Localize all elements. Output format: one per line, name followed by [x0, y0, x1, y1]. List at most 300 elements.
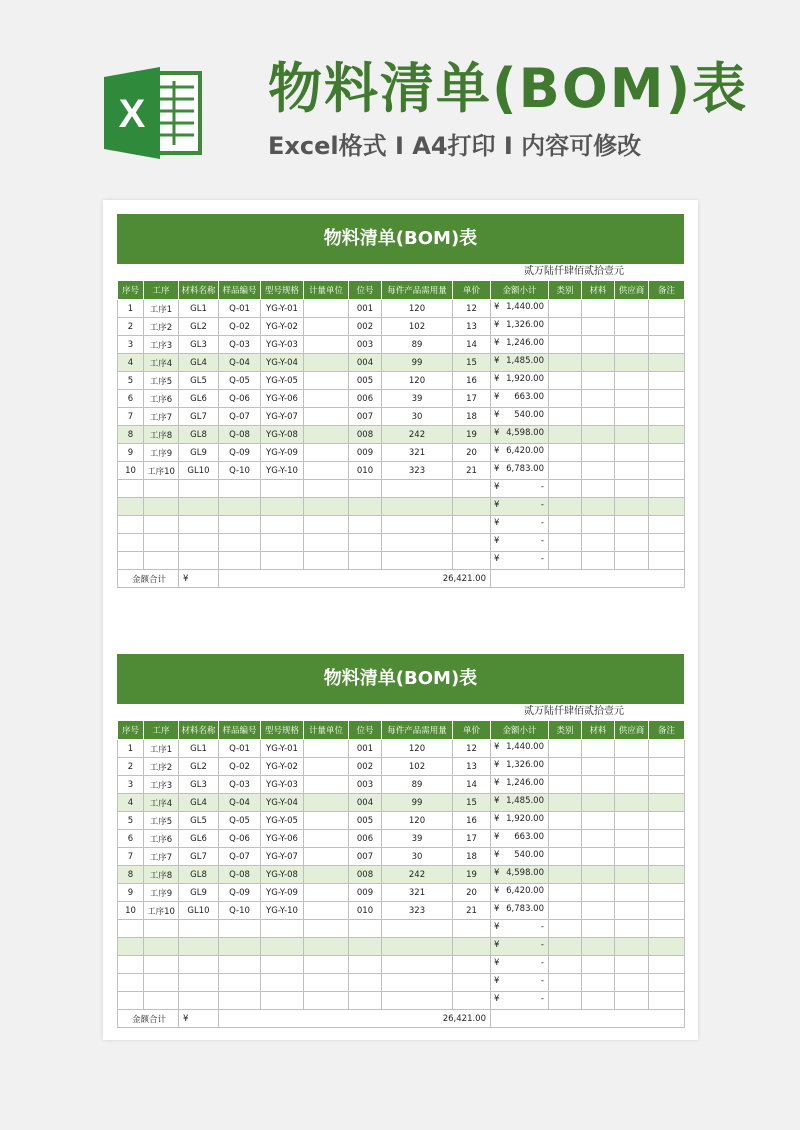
- cell-index-col[interactable]: 4: [118, 354, 144, 372]
- cell-category-col[interactable]: [549, 372, 582, 390]
- cell-sample-no-col[interactable]: [219, 516, 261, 534]
- cell-unit-col[interactable]: [304, 974, 349, 992]
- cell-position-col[interactable]: [349, 552, 382, 570]
- cell-index-col[interactable]: 6: [118, 390, 144, 408]
- cell-remark-col[interactable]: [649, 740, 685, 758]
- cell-material-col[interactable]: [582, 390, 615, 408]
- cell-process-col[interactable]: 工序7: [144, 848, 179, 866]
- cell-sample-no-col[interactable]: Q-01: [219, 740, 261, 758]
- cell-position-col[interactable]: [349, 956, 382, 974]
- cell-price-col[interactable]: [453, 552, 491, 570]
- cell-sample-no-col[interactable]: [219, 956, 261, 974]
- cell-material-name-col[interactable]: GL4: [179, 794, 219, 812]
- cell-category-col[interactable]: [549, 516, 582, 534]
- cell-supplier-col[interactable]: [615, 884, 649, 902]
- cell-amount-col[interactable]: [491, 408, 549, 426]
- cell-model-col[interactable]: YG-Y-04: [261, 794, 304, 812]
- cell-model-col[interactable]: YG-Y-01: [261, 300, 304, 318]
- cell-position-col[interactable]: 010: [349, 902, 382, 920]
- cell-material-col[interactable]: [582, 974, 615, 992]
- cell-material-col[interactable]: [582, 848, 615, 866]
- cell-category-col[interactable]: [549, 884, 582, 902]
- cell-qty-col[interactable]: 99: [382, 354, 453, 372]
- cell-supplier-col[interactable]: [615, 938, 649, 956]
- cell-position-col[interactable]: [349, 534, 382, 552]
- cell-remark-col[interactable]: [649, 758, 685, 776]
- cell-qty-col[interactable]: [382, 534, 453, 552]
- cell-amount-col[interactable]: [491, 956, 549, 974]
- cell-position-col[interactable]: [349, 992, 382, 1010]
- cell-index-col[interactable]: [118, 938, 144, 956]
- cell-qty-col[interactable]: 120: [382, 740, 453, 758]
- cell-model-col[interactable]: [261, 920, 304, 938]
- cell-sample-no-col[interactable]: Q-08: [219, 426, 261, 444]
- cell-qty-col[interactable]: 242: [382, 866, 453, 884]
- cell-supplier-col[interactable]: [615, 408, 649, 426]
- cell-index-col[interactable]: [118, 480, 144, 498]
- cell-supplier-col[interactable]: [615, 758, 649, 776]
- cell-material-name-col[interactable]: GL8: [179, 426, 219, 444]
- cell-material-col[interactable]: [582, 498, 615, 516]
- cell-supplier-col[interactable]: [615, 444, 649, 462]
- cell-process-col[interactable]: 工序5: [144, 812, 179, 830]
- cell-index-col[interactable]: [118, 552, 144, 570]
- cell-sample-no-col[interactable]: Q-07: [219, 408, 261, 426]
- cell-category-col[interactable]: [549, 498, 582, 516]
- cell-index-col[interactable]: 2: [118, 318, 144, 336]
- cell-supplier-col[interactable]: [615, 534, 649, 552]
- cell-remark-col[interactable]: [649, 408, 685, 426]
- cell-remark-col[interactable]: [649, 830, 685, 848]
- cell-index-col[interactable]: 1: [118, 740, 144, 758]
- cell-position-col[interactable]: [349, 480, 382, 498]
- cell-material-col[interactable]: [582, 884, 615, 902]
- cell-sample-no-col[interactable]: [219, 920, 261, 938]
- cell-qty-col[interactable]: 89: [382, 336, 453, 354]
- cell-price-col[interactable]: 21: [453, 902, 491, 920]
- cell-sample-no-col[interactable]: [219, 974, 261, 992]
- cell-unit-col[interactable]: [304, 920, 349, 938]
- cell-amount-col[interactable]: [491, 498, 549, 516]
- cell-material-col[interactable]: [582, 992, 615, 1010]
- cell-material-name-col[interactable]: GL8: [179, 866, 219, 884]
- cell-qty-col[interactable]: 120: [382, 372, 453, 390]
- cell-sample-no-col[interactable]: Q-03: [219, 336, 261, 354]
- cell-amount-col[interactable]: [491, 830, 549, 848]
- cell-sample-no-col[interactable]: Q-06: [219, 830, 261, 848]
- cell-unit-col[interactable]: [304, 552, 349, 570]
- cell-material-name-col[interactable]: [179, 498, 219, 516]
- cell-process-col[interactable]: 工序3: [144, 336, 179, 354]
- cell-price-col[interactable]: [453, 974, 491, 992]
- cell-index-col[interactable]: 9: [118, 884, 144, 902]
- cell-material-col[interactable]: [582, 938, 615, 956]
- cell-index-col[interactable]: 9: [118, 444, 144, 462]
- cell-sample-no-col[interactable]: [219, 534, 261, 552]
- cell-qty-col[interactable]: 120: [382, 300, 453, 318]
- cell-remark-col[interactable]: [649, 426, 685, 444]
- cell-model-col[interactable]: [261, 534, 304, 552]
- cell-material-col[interactable]: [582, 866, 615, 884]
- cell-category-col[interactable]: [549, 974, 582, 992]
- cell-unit-col[interactable]: [304, 902, 349, 920]
- cell-category-col[interactable]: [549, 354, 582, 372]
- cell-material-name-col[interactable]: [179, 552, 219, 570]
- cell-amount-col[interactable]: [491, 938, 549, 956]
- cell-index-col[interactable]: 3: [118, 776, 144, 794]
- cell-material-col[interactable]: [582, 480, 615, 498]
- cell-qty-col[interactable]: [382, 480, 453, 498]
- cell-index-col[interactable]: [118, 534, 144, 552]
- cell-model-col[interactable]: YG-Y-02: [261, 318, 304, 336]
- cell-amount-col[interactable]: [491, 372, 549, 390]
- cell-position-col[interactable]: 006: [349, 830, 382, 848]
- cell-model-col[interactable]: YG-Y-06: [261, 390, 304, 408]
- cell-qty-col[interactable]: 39: [382, 830, 453, 848]
- cell-model-col[interactable]: [261, 552, 304, 570]
- cell-price-col[interactable]: 17: [453, 830, 491, 848]
- cell-model-col[interactable]: [261, 992, 304, 1010]
- cell-process-col[interactable]: [144, 498, 179, 516]
- cell-supplier-col[interactable]: [615, 498, 649, 516]
- cell-unit-col[interactable]: [304, 758, 349, 776]
- cell-process-col[interactable]: [144, 974, 179, 992]
- cell-remark-col[interactable]: [649, 552, 685, 570]
- cell-material-col[interactable]: [582, 318, 615, 336]
- cell-supplier-col[interactable]: [615, 462, 649, 480]
- cell-qty-col[interactable]: 321: [382, 444, 453, 462]
- cell-unit-col[interactable]: [304, 444, 349, 462]
- cell-remark-col[interactable]: [649, 372, 685, 390]
- cell-material-col[interactable]: [582, 812, 615, 830]
- cell-supplier-col[interactable]: [615, 372, 649, 390]
- cell-supplier-col[interactable]: [615, 956, 649, 974]
- cell-price-col[interactable]: 19: [453, 426, 491, 444]
- cell-category-col[interactable]: [549, 444, 582, 462]
- cell-unit-col[interactable]: [304, 956, 349, 974]
- cell-process-col[interactable]: 工序1: [144, 300, 179, 318]
- cell-remark-col[interactable]: [649, 462, 685, 480]
- cell-model-col[interactable]: YG-Y-09: [261, 444, 304, 462]
- cell-unit-col[interactable]: [304, 776, 349, 794]
- cell-sample-no-col[interactable]: Q-09: [219, 884, 261, 902]
- cell-sample-no-col[interactable]: Q-05: [219, 812, 261, 830]
- cell-sample-no-col[interactable]: Q-01: [219, 300, 261, 318]
- cell-qty-col[interactable]: 39: [382, 390, 453, 408]
- cell-material-name-col[interactable]: [179, 480, 219, 498]
- cell-supplier-col[interactable]: [615, 830, 649, 848]
- cell-model-col[interactable]: YG-Y-10: [261, 902, 304, 920]
- cell-unit-col[interactable]: [304, 516, 349, 534]
- cell-remark-col[interactable]: [649, 866, 685, 884]
- cell-amount-col[interactable]: [491, 740, 549, 758]
- cell-process-col[interactable]: 工序1: [144, 740, 179, 758]
- cell-model-col[interactable]: YG-Y-09: [261, 884, 304, 902]
- cell-model-col[interactable]: YG-Y-07: [261, 848, 304, 866]
- cell-remark-col[interactable]: [649, 902, 685, 920]
- cell-remark-col[interactable]: [649, 848, 685, 866]
- cell-model-col[interactable]: [261, 480, 304, 498]
- cell-amount-col[interactable]: [491, 534, 549, 552]
- cell-sample-no-col[interactable]: Q-04: [219, 794, 261, 812]
- cell-qty-col[interactable]: 321: [382, 884, 453, 902]
- cell-price-col[interactable]: [453, 516, 491, 534]
- cell-supplier-col[interactable]: [615, 992, 649, 1010]
- cell-model-col[interactable]: YG-Y-10: [261, 462, 304, 480]
- cell-unit-col[interactable]: [304, 426, 349, 444]
- cell-material-name-col[interactable]: GL7: [179, 408, 219, 426]
- cell-supplier-col[interactable]: [615, 740, 649, 758]
- cell-qty-col[interactable]: [382, 516, 453, 534]
- cell-unit-col[interactable]: [304, 812, 349, 830]
- cell-material-col[interactable]: [582, 300, 615, 318]
- cell-category-col[interactable]: [549, 318, 582, 336]
- cell-material-name-col[interactable]: [179, 920, 219, 938]
- cell-index-col[interactable]: 8: [118, 426, 144, 444]
- cell-price-col[interactable]: 15: [453, 794, 491, 812]
- cell-supplier-col[interactable]: [615, 390, 649, 408]
- cell-price-col[interactable]: 18: [453, 408, 491, 426]
- cell-material-name-col[interactable]: GL10: [179, 902, 219, 920]
- cell-remark-col[interactable]: [649, 776, 685, 794]
- cell-category-col[interactable]: [549, 866, 582, 884]
- cell-price-col[interactable]: 20: [453, 884, 491, 902]
- cell-sample-no-col[interactable]: [219, 480, 261, 498]
- cell-process-col[interactable]: [144, 920, 179, 938]
- cell-position-col[interactable]: 008: [349, 866, 382, 884]
- cell-material-col[interactable]: [582, 830, 615, 848]
- cell-process-col[interactable]: 工序4: [144, 794, 179, 812]
- cell-qty-col[interactable]: 242: [382, 426, 453, 444]
- cell-unit-col[interactable]: [304, 336, 349, 354]
- cell-category-col[interactable]: [549, 812, 582, 830]
- cell-price-col[interactable]: 16: [453, 812, 491, 830]
- cell-amount-col[interactable]: [491, 462, 549, 480]
- cell-amount-col[interactable]: [491, 354, 549, 372]
- cell-price-col[interactable]: 19: [453, 866, 491, 884]
- cell-remark-col[interactable]: [649, 794, 685, 812]
- cell-index-col[interactable]: [118, 920, 144, 938]
- cell-sample-no-col[interactable]: Q-04: [219, 354, 261, 372]
- cell-index-col[interactable]: 3: [118, 336, 144, 354]
- cell-model-col[interactable]: YG-Y-05: [261, 812, 304, 830]
- cell-category-col[interactable]: [549, 776, 582, 794]
- cell-amount-col[interactable]: [491, 776, 549, 794]
- cell-model-col[interactable]: YG-Y-05: [261, 372, 304, 390]
- cell-price-col[interactable]: [453, 938, 491, 956]
- cell-category-col[interactable]: [549, 920, 582, 938]
- cell-material-col[interactable]: [582, 426, 615, 444]
- cell-index-col[interactable]: 7: [118, 408, 144, 426]
- cell-category-col[interactable]: [549, 408, 582, 426]
- cell-position-col[interactable]: 009: [349, 884, 382, 902]
- cell-qty-col[interactable]: [382, 992, 453, 1010]
- cell-sample-no-col[interactable]: Q-02: [219, 758, 261, 776]
- cell-amount-col[interactable]: [491, 920, 549, 938]
- cell-price-col[interactable]: 21: [453, 462, 491, 480]
- cell-position-col[interactable]: 004: [349, 354, 382, 372]
- cell-process-col[interactable]: 工序4: [144, 354, 179, 372]
- cell-model-col[interactable]: YG-Y-03: [261, 336, 304, 354]
- cell-process-col[interactable]: [144, 534, 179, 552]
- cell-model-col[interactable]: [261, 974, 304, 992]
- cell-process-col[interactable]: 工序6: [144, 390, 179, 408]
- cell-position-col[interactable]: 007: [349, 408, 382, 426]
- cell-remark-col[interactable]: [649, 318, 685, 336]
- cell-model-col[interactable]: [261, 956, 304, 974]
- cell-supplier-col[interactable]: [615, 866, 649, 884]
- cell-category-col[interactable]: [549, 956, 582, 974]
- cell-position-col[interactable]: 006: [349, 390, 382, 408]
- cell-category-col[interactable]: [549, 300, 582, 318]
- cell-process-col[interactable]: 工序2: [144, 318, 179, 336]
- cell-sample-no-col[interactable]: Q-03: [219, 776, 261, 794]
- cell-unit-col[interactable]: [304, 534, 349, 552]
- cell-price-col[interactable]: 13: [453, 758, 491, 776]
- cell-price-col[interactable]: 20: [453, 444, 491, 462]
- cell-model-col[interactable]: YG-Y-07: [261, 408, 304, 426]
- cell-process-col[interactable]: 工序5: [144, 372, 179, 390]
- cell-remark-col[interactable]: [649, 938, 685, 956]
- cell-sample-no-col[interactable]: Q-08: [219, 866, 261, 884]
- cell-position-col[interactable]: 003: [349, 336, 382, 354]
- cell-unit-col[interactable]: [304, 866, 349, 884]
- cell-material-col[interactable]: [582, 956, 615, 974]
- cell-unit-col[interactable]: [304, 740, 349, 758]
- cell-qty-col[interactable]: 323: [382, 462, 453, 480]
- cell-category-col[interactable]: [549, 390, 582, 408]
- cell-unit-col[interactable]: [304, 354, 349, 372]
- cell-material-name-col[interactable]: [179, 956, 219, 974]
- cell-amount-col[interactable]: [491, 336, 549, 354]
- cell-index-col[interactable]: 1: [118, 300, 144, 318]
- cell-amount-col[interactable]: [491, 480, 549, 498]
- cell-material-name-col[interactable]: GL2: [179, 318, 219, 336]
- cell-index-col[interactable]: [118, 498, 144, 516]
- cell-supplier-col[interactable]: [615, 552, 649, 570]
- cell-material-name-col[interactable]: [179, 534, 219, 552]
- cell-supplier-col[interactable]: [615, 776, 649, 794]
- cell-process-col[interactable]: 工序9: [144, 444, 179, 462]
- cell-price-col[interactable]: 14: [453, 336, 491, 354]
- cell-process-col[interactable]: [144, 516, 179, 534]
- cell-category-col[interactable]: [549, 992, 582, 1010]
- cell-amount-col[interactable]: [491, 552, 549, 570]
- cell-remark-col[interactable]: [649, 534, 685, 552]
- cell-remark-col[interactable]: [649, 884, 685, 902]
- cell-qty-col[interactable]: 323: [382, 902, 453, 920]
- cell-price-col[interactable]: [453, 534, 491, 552]
- cell-process-col[interactable]: [144, 480, 179, 498]
- cell-supplier-col[interactable]: [615, 318, 649, 336]
- cell-material-name-col[interactable]: GL5: [179, 372, 219, 390]
- cell-remark-col[interactable]: [649, 956, 685, 974]
- cell-position-col[interactable]: [349, 920, 382, 938]
- cell-qty-col[interactable]: [382, 938, 453, 956]
- cell-material-name-col[interactable]: [179, 992, 219, 1010]
- cell-position-col[interactable]: [349, 498, 382, 516]
- cell-unit-col[interactable]: [304, 300, 349, 318]
- cell-category-col[interactable]: [549, 938, 582, 956]
- cell-sample-no-col[interactable]: Q-06: [219, 390, 261, 408]
- cell-process-col[interactable]: [144, 552, 179, 570]
- cell-material-name-col[interactable]: GL3: [179, 776, 219, 794]
- cell-price-col[interactable]: [453, 992, 491, 1010]
- cell-amount-col[interactable]: [491, 812, 549, 830]
- cell-supplier-col[interactable]: [615, 902, 649, 920]
- cell-supplier-col[interactable]: [615, 848, 649, 866]
- cell-price-col[interactable]: [453, 480, 491, 498]
- cell-sample-no-col[interactable]: Q-05: [219, 372, 261, 390]
- cell-position-col[interactable]: 009: [349, 444, 382, 462]
- cell-supplier-col[interactable]: [615, 480, 649, 498]
- cell-amount-col[interactable]: [491, 902, 549, 920]
- cell-unit-col[interactable]: [304, 992, 349, 1010]
- cell-price-col[interactable]: 15: [453, 354, 491, 372]
- cell-sample-no-col[interactable]: [219, 938, 261, 956]
- cell-qty-col[interactable]: 102: [382, 318, 453, 336]
- cell-price-col[interactable]: [453, 920, 491, 938]
- cell-sample-no-col[interactable]: [219, 498, 261, 516]
- cell-process-col[interactable]: [144, 956, 179, 974]
- cell-remark-col[interactable]: [649, 354, 685, 372]
- cell-unit-col[interactable]: [304, 462, 349, 480]
- cell-supplier-col[interactable]: [615, 812, 649, 830]
- cell-material-col[interactable]: [582, 776, 615, 794]
- cell-position-col[interactable]: [349, 516, 382, 534]
- cell-unit-col[interactable]: [304, 794, 349, 812]
- cell-unit-col[interactable]: [304, 318, 349, 336]
- cell-category-col[interactable]: [549, 426, 582, 444]
- cell-category-col[interactable]: [549, 758, 582, 776]
- cell-material-col[interactable]: [582, 462, 615, 480]
- cell-position-col[interactable]: 001: [349, 300, 382, 318]
- cell-unit-col[interactable]: [304, 848, 349, 866]
- cell-amount-col[interactable]: [491, 758, 549, 776]
- cell-price-col[interactable]: 14: [453, 776, 491, 794]
- cell-index-col[interactable]: 8: [118, 866, 144, 884]
- cell-model-col[interactable]: YG-Y-03: [261, 776, 304, 794]
- cell-position-col[interactable]: [349, 938, 382, 956]
- cell-index-col[interactable]: [118, 956, 144, 974]
- cell-model-col[interactable]: [261, 938, 304, 956]
- cell-unit-col[interactable]: [304, 480, 349, 498]
- cell-position-col[interactable]: 010: [349, 462, 382, 480]
- cell-material-col[interactable]: [582, 408, 615, 426]
- cell-category-col[interactable]: [549, 902, 582, 920]
- cell-index-col[interactable]: [118, 516, 144, 534]
- cell-material-name-col[interactable]: GL1: [179, 740, 219, 758]
- cell-price-col[interactable]: 18: [453, 848, 491, 866]
- cell-model-col[interactable]: YG-Y-08: [261, 866, 304, 884]
- cell-unit-col[interactable]: [304, 938, 349, 956]
- cell-index-col[interactable]: [118, 974, 144, 992]
- cell-amount-col[interactable]: [491, 794, 549, 812]
- cell-sample-no-col[interactable]: Q-10: [219, 902, 261, 920]
- cell-sample-no-col[interactable]: [219, 552, 261, 570]
- cell-amount-col[interactable]: [491, 516, 549, 534]
- cell-amount-col[interactable]: [491, 318, 549, 336]
- cell-index-col[interactable]: 4: [118, 794, 144, 812]
- cell-process-col[interactable]: 工序9: [144, 884, 179, 902]
- cell-material-name-col[interactable]: GL1: [179, 300, 219, 318]
- cell-position-col[interactable]: 003: [349, 776, 382, 794]
- cell-model-col[interactable]: YG-Y-08: [261, 426, 304, 444]
- cell-material-col[interactable]: [582, 794, 615, 812]
- cell-process-col[interactable]: 工序2: [144, 758, 179, 776]
- cell-process-col[interactable]: [144, 938, 179, 956]
- cell-amount-col[interactable]: [491, 848, 549, 866]
